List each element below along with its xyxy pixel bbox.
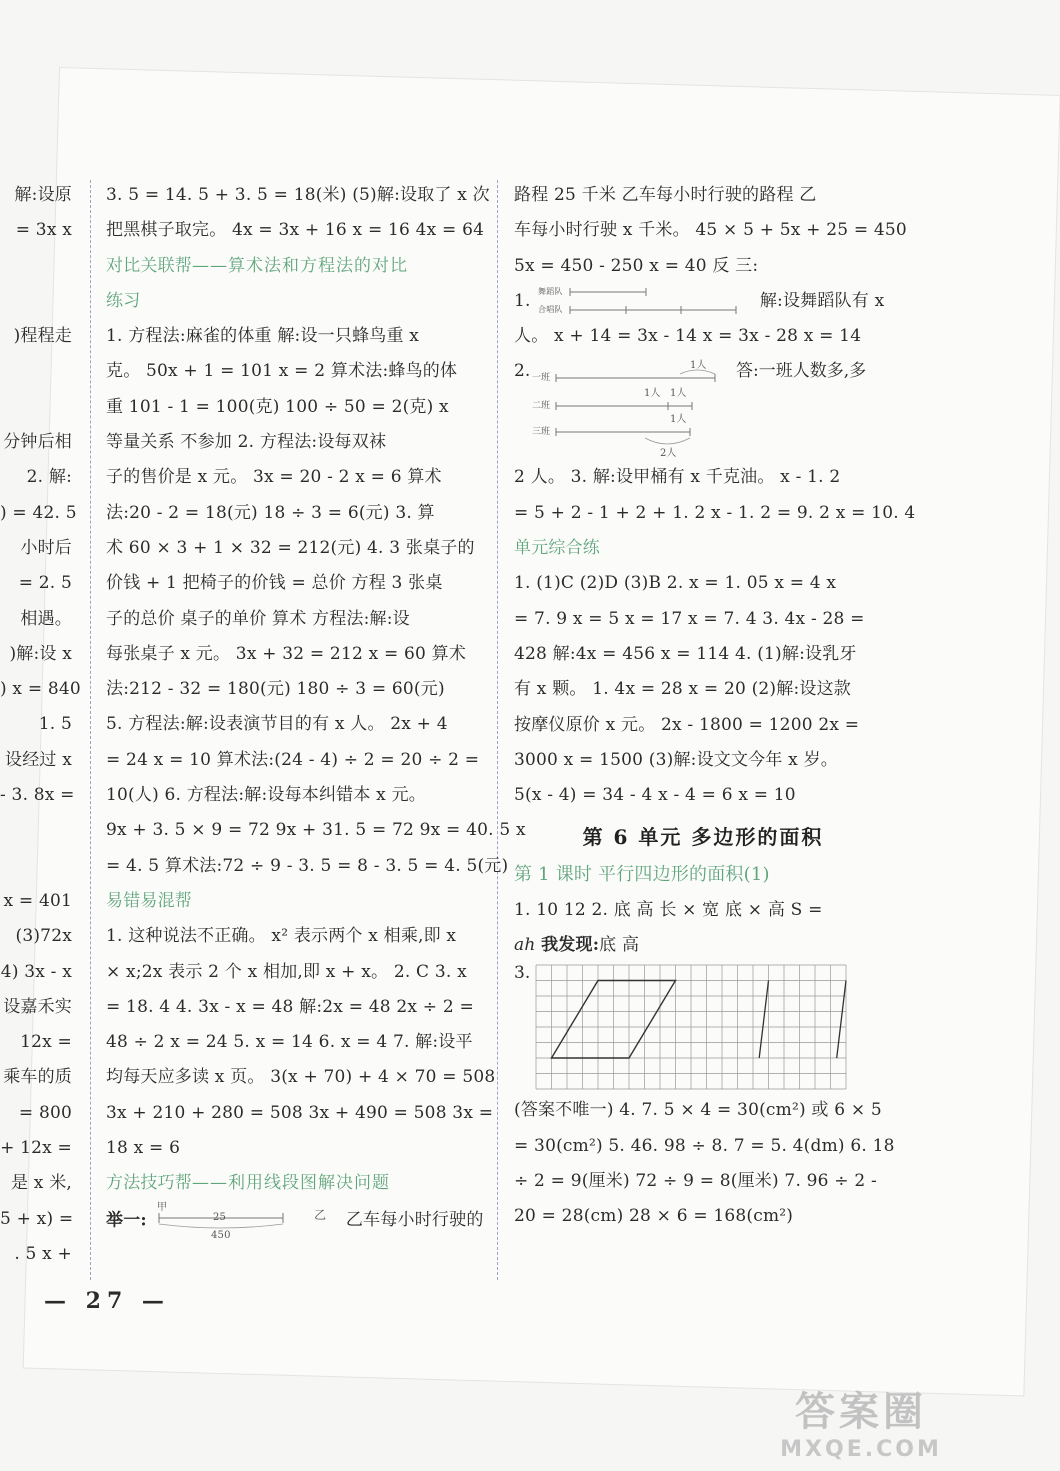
answer-line: = 24 x = 10 算术法:(24 - 4) ÷ 2 = 20 ÷ 2 = [106,749,480,770]
answer-line: 1. 10 12 2. 底 高 长 × 宽 底 × 高 S = [514,899,823,920]
watermark-url: MXQE.COM [780,1437,942,1462]
dance-choir-diagram [536,284,746,318]
heading-contrast-practice-cont: 练习 [106,290,141,311]
answer-line: 428 解:4x = 456 x = 114 4. (1)解:设乳牙 [514,643,857,664]
q2-1ren-low: 1人 [670,414,687,426]
left-text-line: 5 + x) = [0,1208,74,1229]
answer-line: 法:212 - 32 = 180(元) 180 ÷ 3 = 60(元) [106,679,445,700]
heading-unit-practice: 单元综合练 [514,538,600,559]
left-text-line: 相遇。 [20,608,72,629]
q1-choir-label: 合唱队 [538,305,563,315]
left-text-line: 2. 解: [26,467,72,488]
answer-line: = 18. 4 4. 3x - x = 48 解:2x = 48 2x ÷ 2 = [106,996,474,1017]
answer-line: 有 x 颗。 1. 4x = 28 x = 20 (2)解:设这款 [514,679,851,700]
left-text-line: = 3x x [15,220,72,241]
answer-line: ÷ 2 = 9(厘米) 72 ÷ 9 = 8(厘米) 7. 96 ÷ 2 - [514,1170,877,1191]
left-text-line: 设嘉禾实 [3,996,72,1017]
left-text-line: 4) 3x - x [0,961,72,982]
answer-line: 5x = 450 - 250 x = 40 反 三: [514,255,759,276]
left-text-line: )程程走 [13,326,72,347]
answer-line: 子的总价 桌子的单价 算术 方程法:解:设 [106,608,410,629]
answer-line: 18 x = 6 [106,1138,181,1159]
answer-line: 价钱 + 1 把椅子的价钱 = 总价 方程 3 张桌 [106,573,443,594]
answer-line: 3x + 210 + 280 = 508 3x + 490 = 508 3x = [106,1102,494,1123]
left-text-line: 小时后 [20,537,72,558]
answer-line: = 5 + 2 - 1 + 2 + 1. 2 x - 1. 2 = 9. 2 x = 10. 4 [514,502,916,523]
left-text-line [0,813,72,848]
answer-line: 按摩仪原价 x 元。 2x - 1800 = 1200 2x = [514,714,860,735]
left-text-line: 解:设原 [14,185,72,205]
middle-column [106,178,526,1241]
unit-title: 第 6 单元 多边形的面积 [582,825,824,850]
answer-line: 3. 5 = 14. 5 + 3. 5 = 18(米) (5)解:设取了 x 次 [106,185,490,205]
seg-label-450: 450 [210,1229,231,1241]
left-text-line: 乘车的质 [3,1067,72,1088]
parallelogram-grid [534,963,854,1089]
left-text-line: - 3. 8x = [0,785,75,806]
answer-line: 把黑棋子取完。 4x = 3x + 16 x = 16 4x = 64 [106,220,485,241]
discover-line: ah 我发现:底 高 [514,935,640,956]
answer-line: 路程 25 千米 乙车每小时行驶的路程 乙 [514,185,817,205]
answer-line: 1. 方程法:麻雀的体重 解:设一只蜂鸟重 x [106,326,420,347]
q1-dance-label: 舞蹈队 [538,287,563,297]
answer-line: 法:20 - 2 = 18(元) 18 ÷ 3 = 6(元) 3. 算 [106,502,435,523]
answer-line: 48 ÷ 2 x = 24 5. x = 14 6. x = 4 7. 解:设平 [106,1032,473,1053]
left-text-line [0,284,72,319]
left-text-line: . 5 x + [14,1243,72,1264]
answer-line: 2 人。 3. 解:设甲桶有 x 千克油。 x - 1. 2 [514,467,841,488]
answer-line: 每张桌子 x 元。 3x + 32 = 212 x = 60 算术 [106,643,467,664]
left-text-line: x = 401 [3,890,72,911]
left-text-line [0,354,72,389]
segment-diagram [153,1200,303,1240]
answer-line: 5(x - 4) = 34 - 4 x - 4 = 6 x = 10 [514,785,796,806]
answer-line: 车每小时行驶 x 千米。 45 × 5 + 5x + 25 = 450 [514,220,907,241]
left-text-line: )解:设 x [9,643,72,664]
q2-class1: 一班 [532,373,551,384]
left-text-line: = 2. 5 [18,573,72,594]
answer-line: (答案不唯一) 4. 7. 5 × 4 = 30(cm²) 或 6 × 5 [514,1100,882,1121]
column-divider-left [90,180,91,1280]
partial-shape-a [759,981,768,1059]
q2-1ren-top: 1人 [690,360,707,372]
q2-1ren-mid-a: 1人 [644,388,661,400]
answer-line: × x;2x 表示 2 个 x 相加,即 x + x。 2. C 3. x [106,961,467,982]
answer-line: 1. 这种说法不正确。 x² 表示两个 x 相乘,即 x [106,926,457,947]
seg-label-yi: 乙 [314,1208,327,1223]
left-text-line: 12x = [20,1032,72,1053]
answer-line: 10(人) 6. 方程法:解:设每本纠错本 x 元。 [106,785,426,806]
q2-1ren-mid-b: 1人 [670,388,687,400]
heading-method-skill: 方法技巧帮——利用线段图解决问题 [106,1173,390,1194]
left-text-line: (3)72x [15,926,72,947]
answer-line: 20 = 28(cm) 28 × 6 = 168(cm²) [514,1206,794,1227]
left-text-line [0,390,72,425]
q2-2ren: 2人 [660,448,677,460]
left-text-line: ) = 42. 5 [0,502,77,523]
left-column [0,178,81,1272]
answer-line: 子的售价是 x 元。 3x = 20 - 2 x = 6 算术 [106,467,442,488]
answer-line: 均每天应多读 x 页。 3(x + 70) + 4 × 70 = 508 [106,1067,496,1088]
page-number: — 27 — [44,1288,170,1314]
q3-block: 3. [514,963,892,1093]
watermark-logo: 答案圈 [795,1389,927,1435]
answer-line: 5. 方程法:解:设表演节目的有 x 人。 2x + 4 [106,714,448,735]
q1-line: 1. 舞蹈队 合唱队 解:设舞蹈队有 x [514,284,892,319]
left-text-line: 分钟后相 [3,432,72,453]
answer-line: 人。 x + 14 = 3x - 14 x = 3x - 28 x = 14 [514,326,862,347]
left-text-line: 设经过 x [5,749,72,770]
left-text-line: 是 x 米, [11,1173,72,1194]
example-line: 举一: 甲 25 450 $^乙$ 乙车每小时行驶的 [106,1201,484,1241]
answer-line: = 7. 9 x = 5 x = 17 x = 7. 4 3. 4x - 28 = [514,608,865,629]
answer-line: 等量关系 不参加 2. 方程法:设每双袜 [106,432,387,453]
answer-line: 术 60 × 3 + 1 × 32 = 212(元) 4. 3 张桌子的 [106,537,475,558]
left-text-line: 1. 5 [38,714,72,735]
answer-line: 9x + 3. 5 × 9 = 72 9x + 31. 5 = 72 9x = 40. 5 x [106,820,526,841]
answer-line: = 30(cm²) 5. 46. 98 ÷ 8. 7 = 5. 4(dm) 6. 18 [514,1135,895,1156]
left-text-line [0,849,72,884]
left-text-line: + 12x = [0,1138,72,1159]
watermark [736,1380,986,1468]
q2-class3: 三班 [532,427,551,438]
left-text-line: ) x = 840 [0,679,81,700]
answer-line: 1. (1)C (2)D (3)B 2. x = 1. 05 x = 4 x [514,573,837,594]
q2-block: 2. 1人 一班 1人 1人 二班 1人 三班 2人 答:一班人数多,多 [514,354,892,460]
answer-line: 重 101 - 1 = 100(克) 100 ÷ 50 = 2(克) x [106,396,449,417]
answer-line: 3000 x = 1500 (3)解:设文文今年 x 岁。 [514,749,838,770]
seg-label-25: 25 [212,1211,226,1223]
left-text-line [0,249,72,284]
answer-line: = 4. 5 算术法:72 ÷ 9 - 3. 5 = 8 - 3. 5 = 4. 5(元) [106,855,509,876]
left-text-line: = 800 [18,1102,72,1123]
lesson-title: 第 1 课时 平行四边形的面积(1) [514,864,770,886]
answer-line: 克。 50x + 1 = 101 x = 2 算术法:蜂鸟的体 [106,361,458,382]
heading-contrast-practice: 对比关联帮——算术法和方程法的对比 [106,255,408,276]
partial-shape-b [837,981,846,1059]
right-column [514,178,916,1235]
heading-error-prone: 易错易混帮 [106,890,192,911]
q2-class2: 二班 [532,401,551,412]
seg-label-jia: 甲 [156,1201,167,1213]
three-class-diagram [530,354,730,460]
column-divider-right [497,180,498,1280]
